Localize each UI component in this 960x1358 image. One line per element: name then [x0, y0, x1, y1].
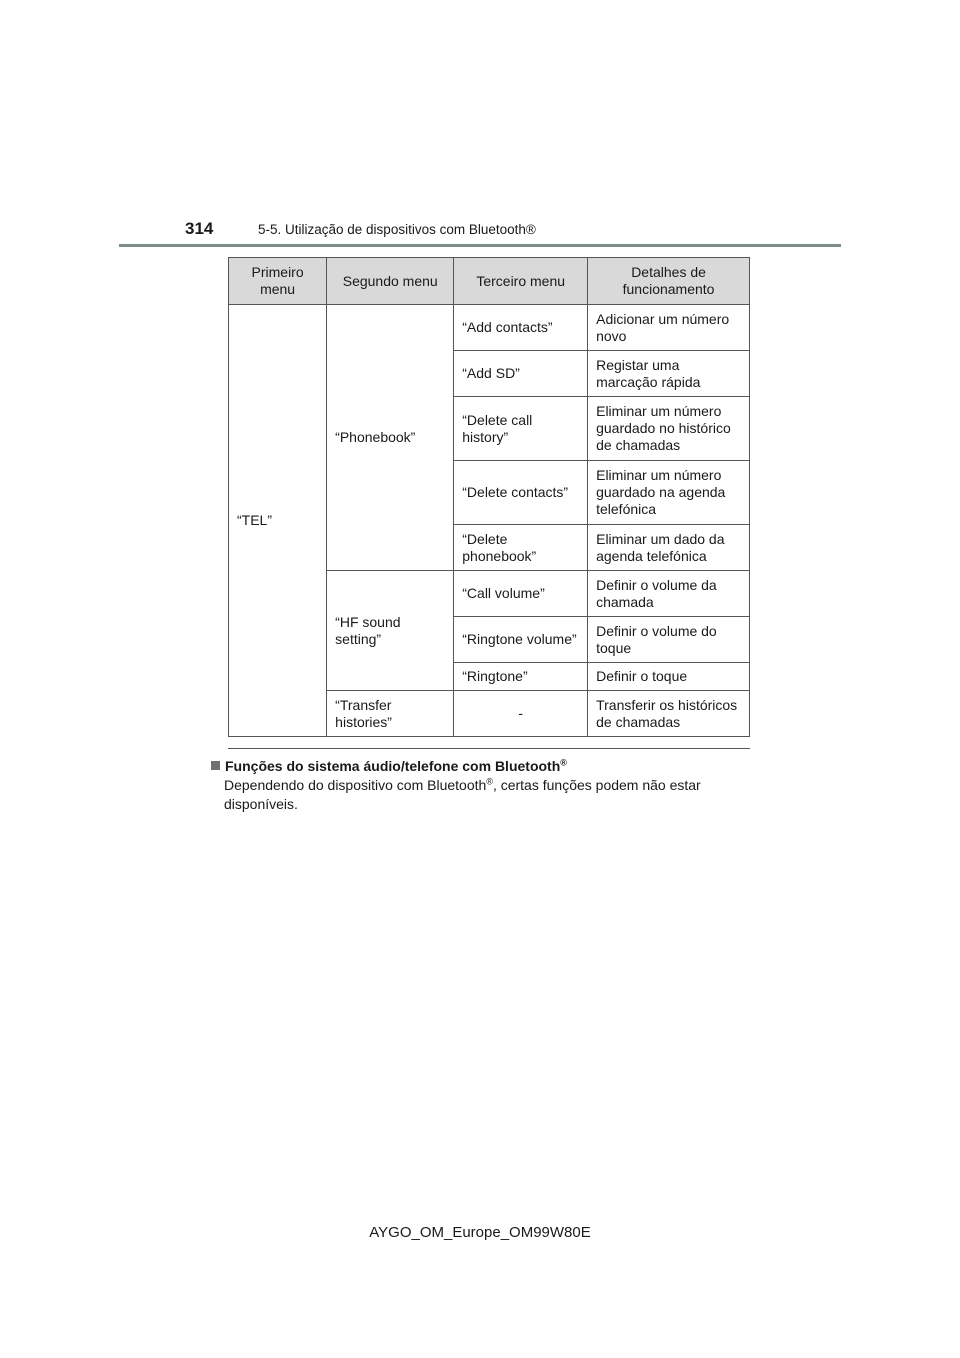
detail-cell: Transferir os históricos de chamadas — [588, 691, 750, 737]
third-menu-cell: “Call volume” — [454, 571, 588, 617]
third-menu-cell: “Ringtone” — [454, 663, 588, 691]
third-menu-cell: “Add contacts” — [454, 305, 588, 351]
table-header-row — [229, 258, 750, 305]
detail-cell: Registar uma marcação rápida — [588, 351, 750, 397]
header-details: Detalhes de funcionamento — [588, 258, 750, 305]
detail-cell: Definir o volume da chamada — [588, 571, 750, 617]
header-divider — [119, 244, 841, 247]
header-first-menu: Primeiro menu — [229, 258, 327, 305]
second-menu-cell: “HF sound setting” — [327, 571, 454, 691]
header-third-menu: Terceiro menu — [454, 258, 588, 305]
page-number: 314 — [185, 219, 214, 238]
menu-table — [228, 257, 750, 737]
third-menu-cell: “Delete contacts” — [454, 461, 588, 525]
third-menu-cell: “Delete phonebook” — [454, 525, 588, 571]
first-menu-cell: “TEL” — [229, 305, 327, 737]
header-second-menu: Segundo menu — [327, 258, 454, 305]
note-section — [211, 757, 756, 814]
third-menu-cell: “Add SD” — [454, 351, 588, 397]
note-title: Funções do sistema áudio/telefone com Bluetooth® — [211, 757, 756, 776]
table-bottom-divider — [228, 748, 750, 749]
third-menu-cell: “Delete call history” — [454, 397, 588, 461]
footer-doc-code: AYGO_OM_Europe_OM99W80E — [369, 1224, 591, 1241]
detail-cell: Eliminar um número guardado na agenda telefónica — [588, 461, 750, 525]
note-body: Dependendo do dispositivo com Bluetooth®, certas funções podem não estar disponíveis. — [224, 776, 701, 812]
section-title: 5-5. Utilização de dispositivos com Bluetooth® — [258, 222, 536, 237]
detail-cell: Adicionar um número novo — [588, 305, 750, 351]
third-menu-cell: “Ringtone volume” — [454, 617, 588, 663]
square-bullet-icon — [211, 761, 220, 770]
detail-cell: Definir o toque — [588, 663, 750, 691]
table-row — [229, 305, 750, 351]
detail-cell: Definir o volume do toque — [588, 617, 750, 663]
detail-cell: Eliminar um número guardado no histórico de chamadas — [588, 397, 750, 461]
second-menu-cell: “Transfer histories” — [327, 691, 454, 737]
third-menu-cell: - — [454, 691, 588, 737]
second-menu-cell: “Phonebook” — [327, 305, 454, 571]
detail-cell: Eliminar um dado da agenda telefónica — [588, 525, 750, 571]
